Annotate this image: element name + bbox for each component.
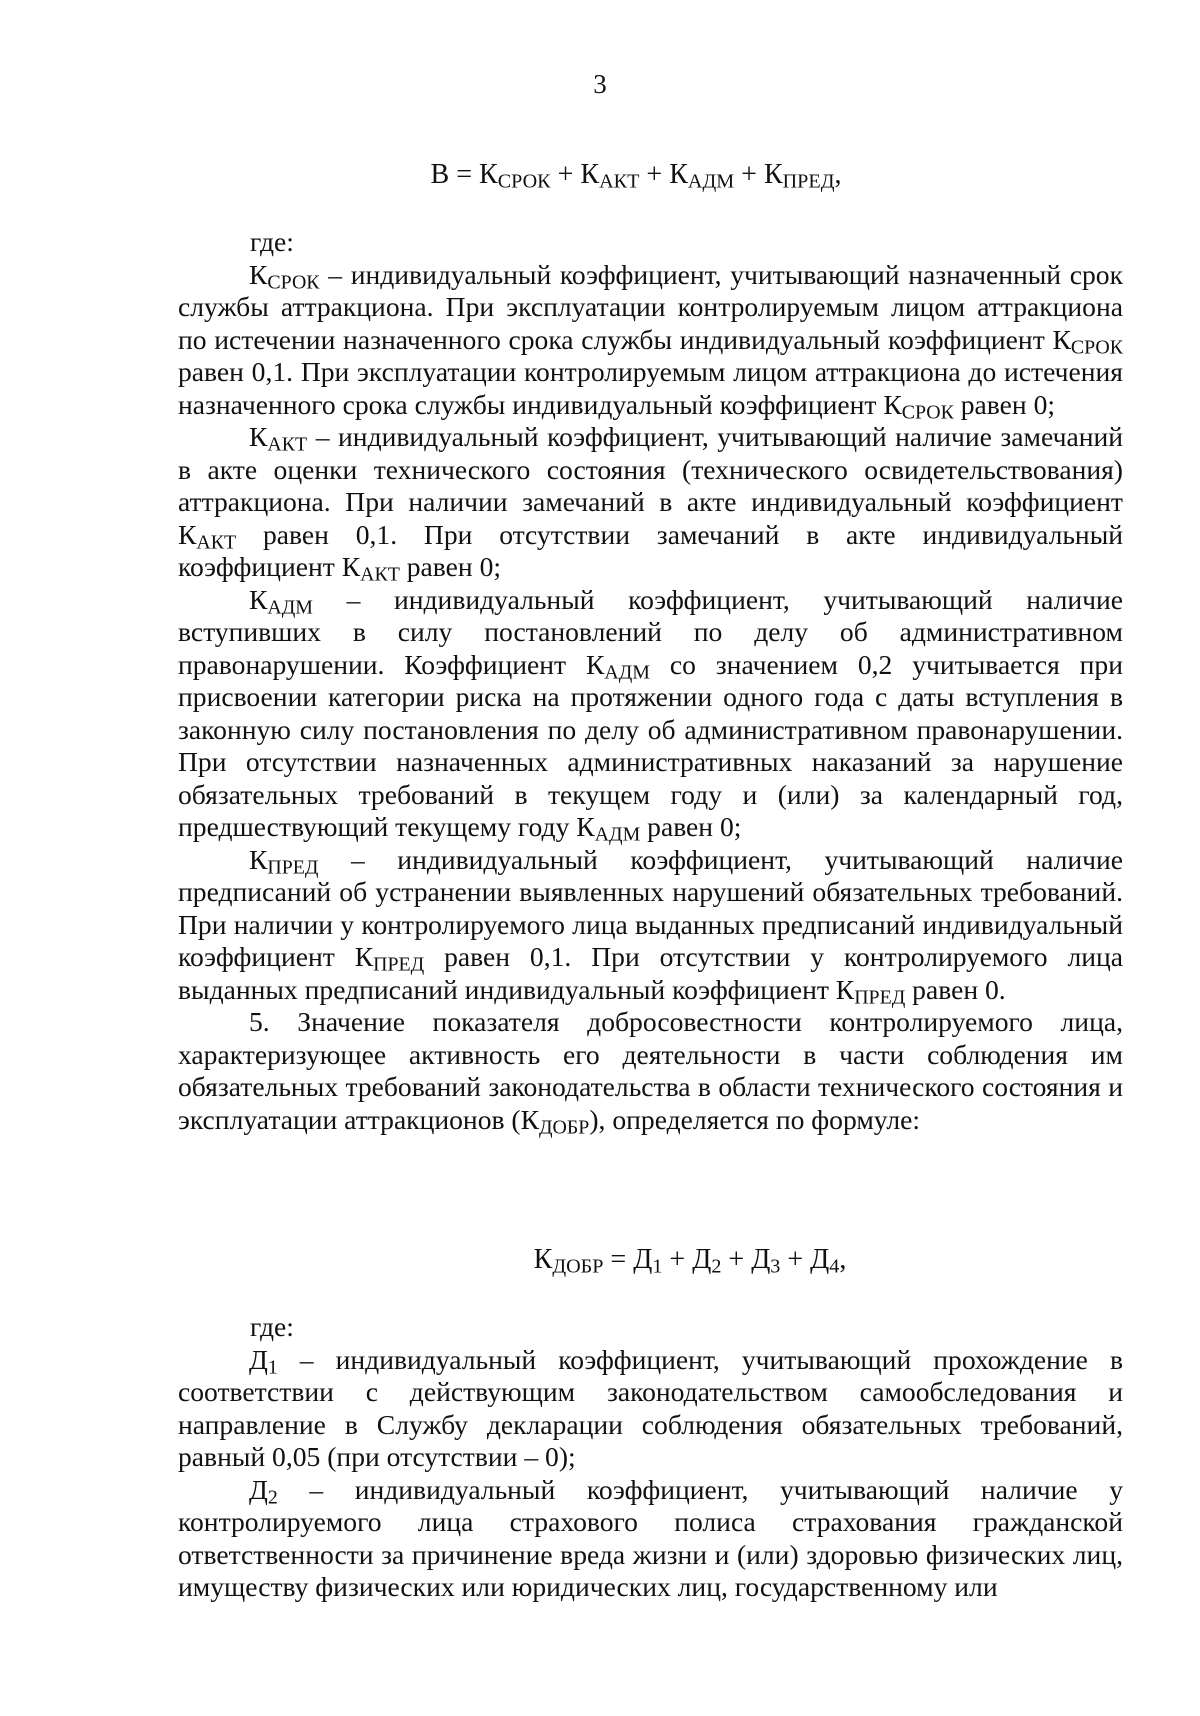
paragraph-item-5: 5. Значение показателя добросовестности контролируемого лица, характеризующее активность его деятельности в части соблюдения им обязательных требований законодательства в области технического состояния и эксплуатации аттракционов $(К_{ДОБР})$, определяется по формуле: — [178, 1006, 1123, 1138]
paragraph-k-pred: $К_{ПРЕД}$ – индивидуальный коэффициент, учитывающий наличие предписаний об устранении выявленных нарушений обязательных требований. При наличии у контролируемого лица выданных предписаний индивидуальный коэффициент $К_{ПРЕД}$ равен 0,1. При отсутствии у контролируемого лица выданных предписаний индивидуальный коэффициент $К_{ПРЕД}$ равен 0. — [178, 843, 1123, 1008]
page-number: 3 — [593, 69, 607, 99]
text-block-1 — [178, 226, 1123, 1136]
paragraph-d2: $Д_2$ – индивидуальный коэффициент, учитывающий наличие у контролируемого лица страхового полиса страхования гражданской ответственности за причинение вреда жизни и (или) здоровью физических лиц, имуществу физических или юридических лиц, государственному или — [178, 1473, 1123, 1602]
text-block-2 — [178, 1311, 1123, 1604]
where-label-1: где: — [250, 226, 294, 257]
where-label-2: где: — [250, 1311, 294, 1342]
paragraph-k-akt: $К_{АКТ}$ – индивидуальный коэффициент, учитывающий наличие замечаний в акте оценки технического состояния (технического освидетельствования) аттракциона. При наличии замечаний в акте индивидуальный коэффициент $К_{АКТ}$ равен 0,1. При отсутствии замечаний в акте индивидуальный коэффициент $К_{АКТ}$ равен 0; — [178, 421, 1123, 586]
formula-b: $В = К_{СРОК} + К_{АКТ} + К_{АДМ} + К_{ПРЕД}$, — [430, 159, 842, 193]
paragraph-k-adm: $К_{АДМ}$ – индивидуальный коэффициент, учитывающий наличие вступивших в силу постановлений по делу об административном правонарушении. Коэффициент $К_{АДМ}$ со значением 0,2 учитывается при присвоении категории риска на протяжении одного года с даты вступления в законную силу постановления по делу об административном правонарушении. При отсутствии назначенных административных наказаний за нарушение обязательных требований в текущем году и (или) за календарный год, предшествующий текущему году $К_{АДМ}$ равен 0; — [178, 583, 1123, 846]
formula-k-dobr: $К_{ДОБР} = Д_1 + Д_2 + Д_3 + Д_4$, — [533, 1244, 847, 1278]
formula-b-lhs: В — [430, 159, 450, 190]
paragraph-k-srok: $К_{СРОК}$ – индивидуальный коэффициент, учитывающий назначенный срок службы аттракциона. При эксплуатации контролируемым лицом аттракциона по истечении назначенного срока службы индивидуальный коэффициент $К_{СРОК}$ равен 0,1. При эксплуатации контролируемым лицом аттракциона до истечения назначенного срока службы индивидуальный коэффициент $К_{СРОК}$ равен 0; — [178, 258, 1123, 423]
paragraph-d1: $Д_1$ – индивидуальный коэффициент, учитывающий прохождение в соответствии с действующим законодательством самообследования и направление в Службу декларации соблюдения обязательных требований, равный 0,05 (при отсутствии – 0); — [178, 1343, 1123, 1472]
